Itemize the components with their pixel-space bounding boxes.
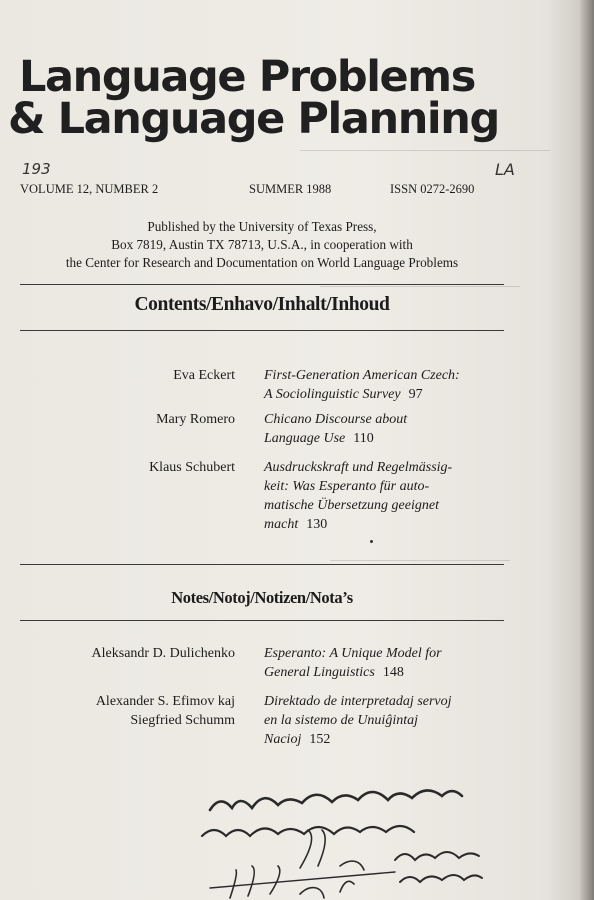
- book-spine-edge: [580, 0, 594, 900]
- article-title: Ausdruckskraft und Regelmässig- keit: Was Esperanto für auto- matische Übersetzung geeignet macht 130: [264, 460, 453, 532]
- page-number: 130: [306, 517, 328, 532]
- article-title: Chicano Discourse about Language Use 110: [264, 412, 408, 446]
- journal-title-line-1: Language Problems: [19, 52, 475, 102]
- bleed-through-line: [330, 560, 510, 561]
- bleed-through-line: [300, 150, 550, 151]
- issue-season: SUMMER 1988: [249, 182, 332, 196]
- handwritten-note-right: LA: [495, 160, 515, 179]
- note-author: Aleksandr D. Dulichenko: [91, 646, 235, 661]
- note-author: Alexander S. Efimov kaj Siegfried Schumm: [95, 694, 235, 728]
- article-title: First-Generation American Czech: A Sociolinguistic Survey 97: [264, 368, 460, 402]
- ink-speck: [370, 540, 373, 543]
- volume-number: VOLUME 12, NUMBER 2: [20, 182, 159, 196]
- library-stamp-graphic: [190, 770, 530, 900]
- notes-heading: Notes/Notoj/Notizen/Nota’s: [171, 588, 353, 607]
- contents-heading: Contents/Enhavo/Inhalt/Inhoud: [134, 294, 390, 315]
- journal-title-line-2: & Language Planning: [8, 94, 499, 144]
- bleed-through-line: [320, 286, 520, 287]
- divider-rule: [20, 564, 504, 565]
- note-title: Esperanto: A Unique Model for General Linguistics 148: [264, 646, 442, 680]
- publisher-line: Published by the University of Texas Press,: [147, 219, 377, 234]
- page-number: 152: [309, 732, 331, 747]
- divider-rule: [20, 620, 504, 621]
- handwritten-note-left: 193: [22, 160, 51, 178]
- page-number: 148: [382, 665, 404, 680]
- publisher-line: Box 7819, Austin TX 78713, U.S.A., in cooperation with: [111, 237, 413, 252]
- article-author: Mary Romero: [156, 412, 235, 427]
- page-number: 97: [408, 387, 423, 402]
- divider-rule: [20, 330, 504, 331]
- divider-rule: [20, 284, 504, 285]
- publisher-line: the Center for Research and Documentation on World Language Problems: [65, 255, 459, 270]
- page-number: 110: [353, 431, 374, 446]
- library-stamp: [190, 770, 530, 900]
- note-title: Direktado de interpretadaj servoj en la sistemo de Unuiĝintaj Nacioj 152: [264, 694, 452, 747]
- article-author: Eva Eckert: [173, 368, 235, 383]
- article-author: Klaus Schubert: [149, 460, 235, 475]
- issn: ISSN 0272-2690: [390, 182, 475, 196]
